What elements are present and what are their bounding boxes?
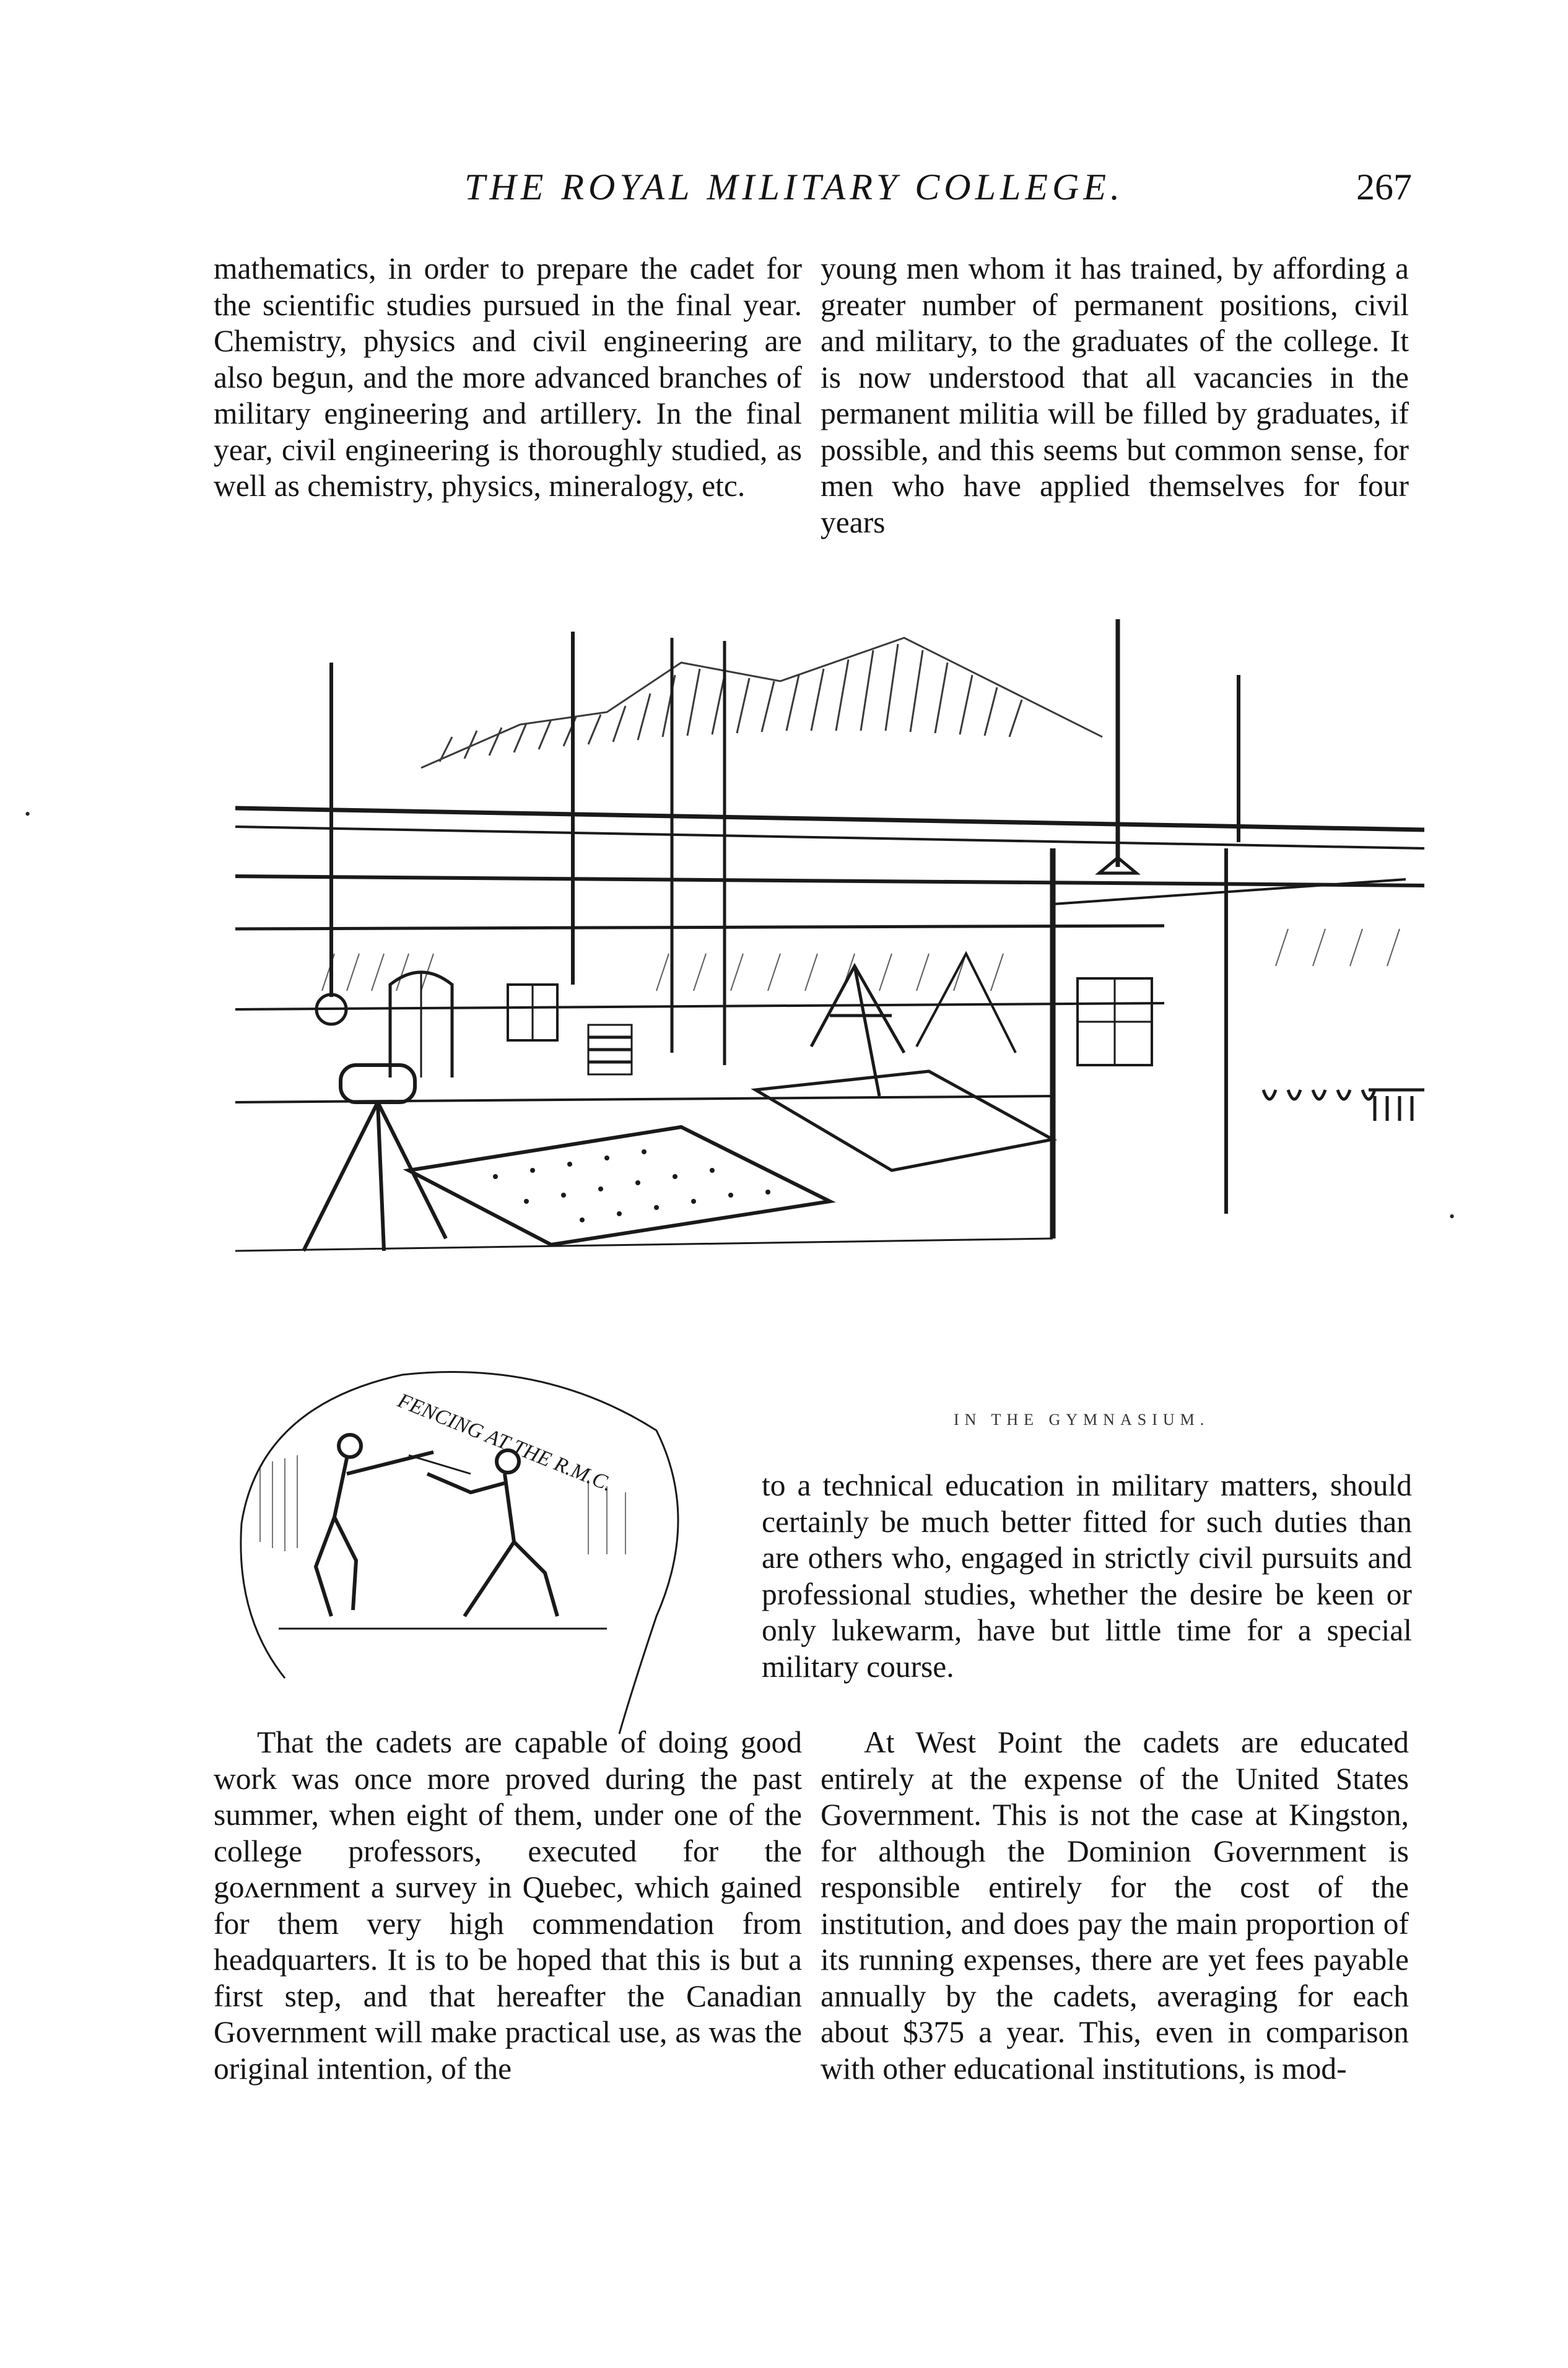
paragraph: mathematics, in order to prepare the cadet for the scientific studies pursued in the final year. Chemistry, physics and civil engineering are also begun, and the more advanced branches of military engineering and artillery. In the final year, civil engineering is thoroughly studied, as well as chemistry, physics, mineralogy, etc. [214,251,802,503]
page-number: 267 [1356,167,1412,207]
paragraph: That the cadets are capable of doing good work was once more proved during the past summer, when eight of them, under one of the college professors, executed for the goʌernment a survey in Quebec, which gained for them very high commendation from headquarters. It is to be hoped that this is but a first step, and that hereafter the Canadian Government will make practical use, as was the original intention, of the [214,1725,802,2086]
text-column-mid-right [762,1468,1412,1715]
text-column-top-right [821,251,1409,598]
text-column-top-left [214,251,802,598]
gymnasium-illustration [235,582,1424,1313]
page-header [204,166,1412,222]
running-title: THE ROYAL MILITARY COLLEGE. [464,167,1124,207]
text-column-bottom-right [821,1725,1409,2170]
fencing-vignette [223,1356,718,1740]
margin-mark: • [25,805,31,823]
gymnasium-caption: IN THE GYMNASIUM. [954,1411,1210,1429]
margin-mark: • [1449,1208,1455,1225]
paragraph: to a technical education in military matters, should certainly be much better fitted for such duties than are others who, engaged in strictly civil pursuits and professional studies, whether the desire be keen or only lukewarm, have but little time for a special military course. [762,1468,1412,1684]
paragraph: At West Point the cadets are educated entirely at the expense of the United States Government. This is not the case at Kingston, for although the Dominion Government is responsible entirely for the cost of the institution, and does pay the main proportion of its running expenses, there are yet fees payable annually by the cadets, averaging for each about $375 a year. This, even in comparison with other educational institutions, is mod- [821,1725,1409,2086]
fencing-lettering: FENCING AT THE R.M.C. [394,1389,616,1496]
text-column-bottom-left [214,1725,802,2170]
paragraph: young men whom it has trained, by affording a greater number of permanent positions, civil and military, to the graduates of the college. It is now understood that all vacancies in the permanent militia will be filled by graduates, if possible, and this seems but common sense, for men who have applied themselves for four years [821,251,1409,539]
